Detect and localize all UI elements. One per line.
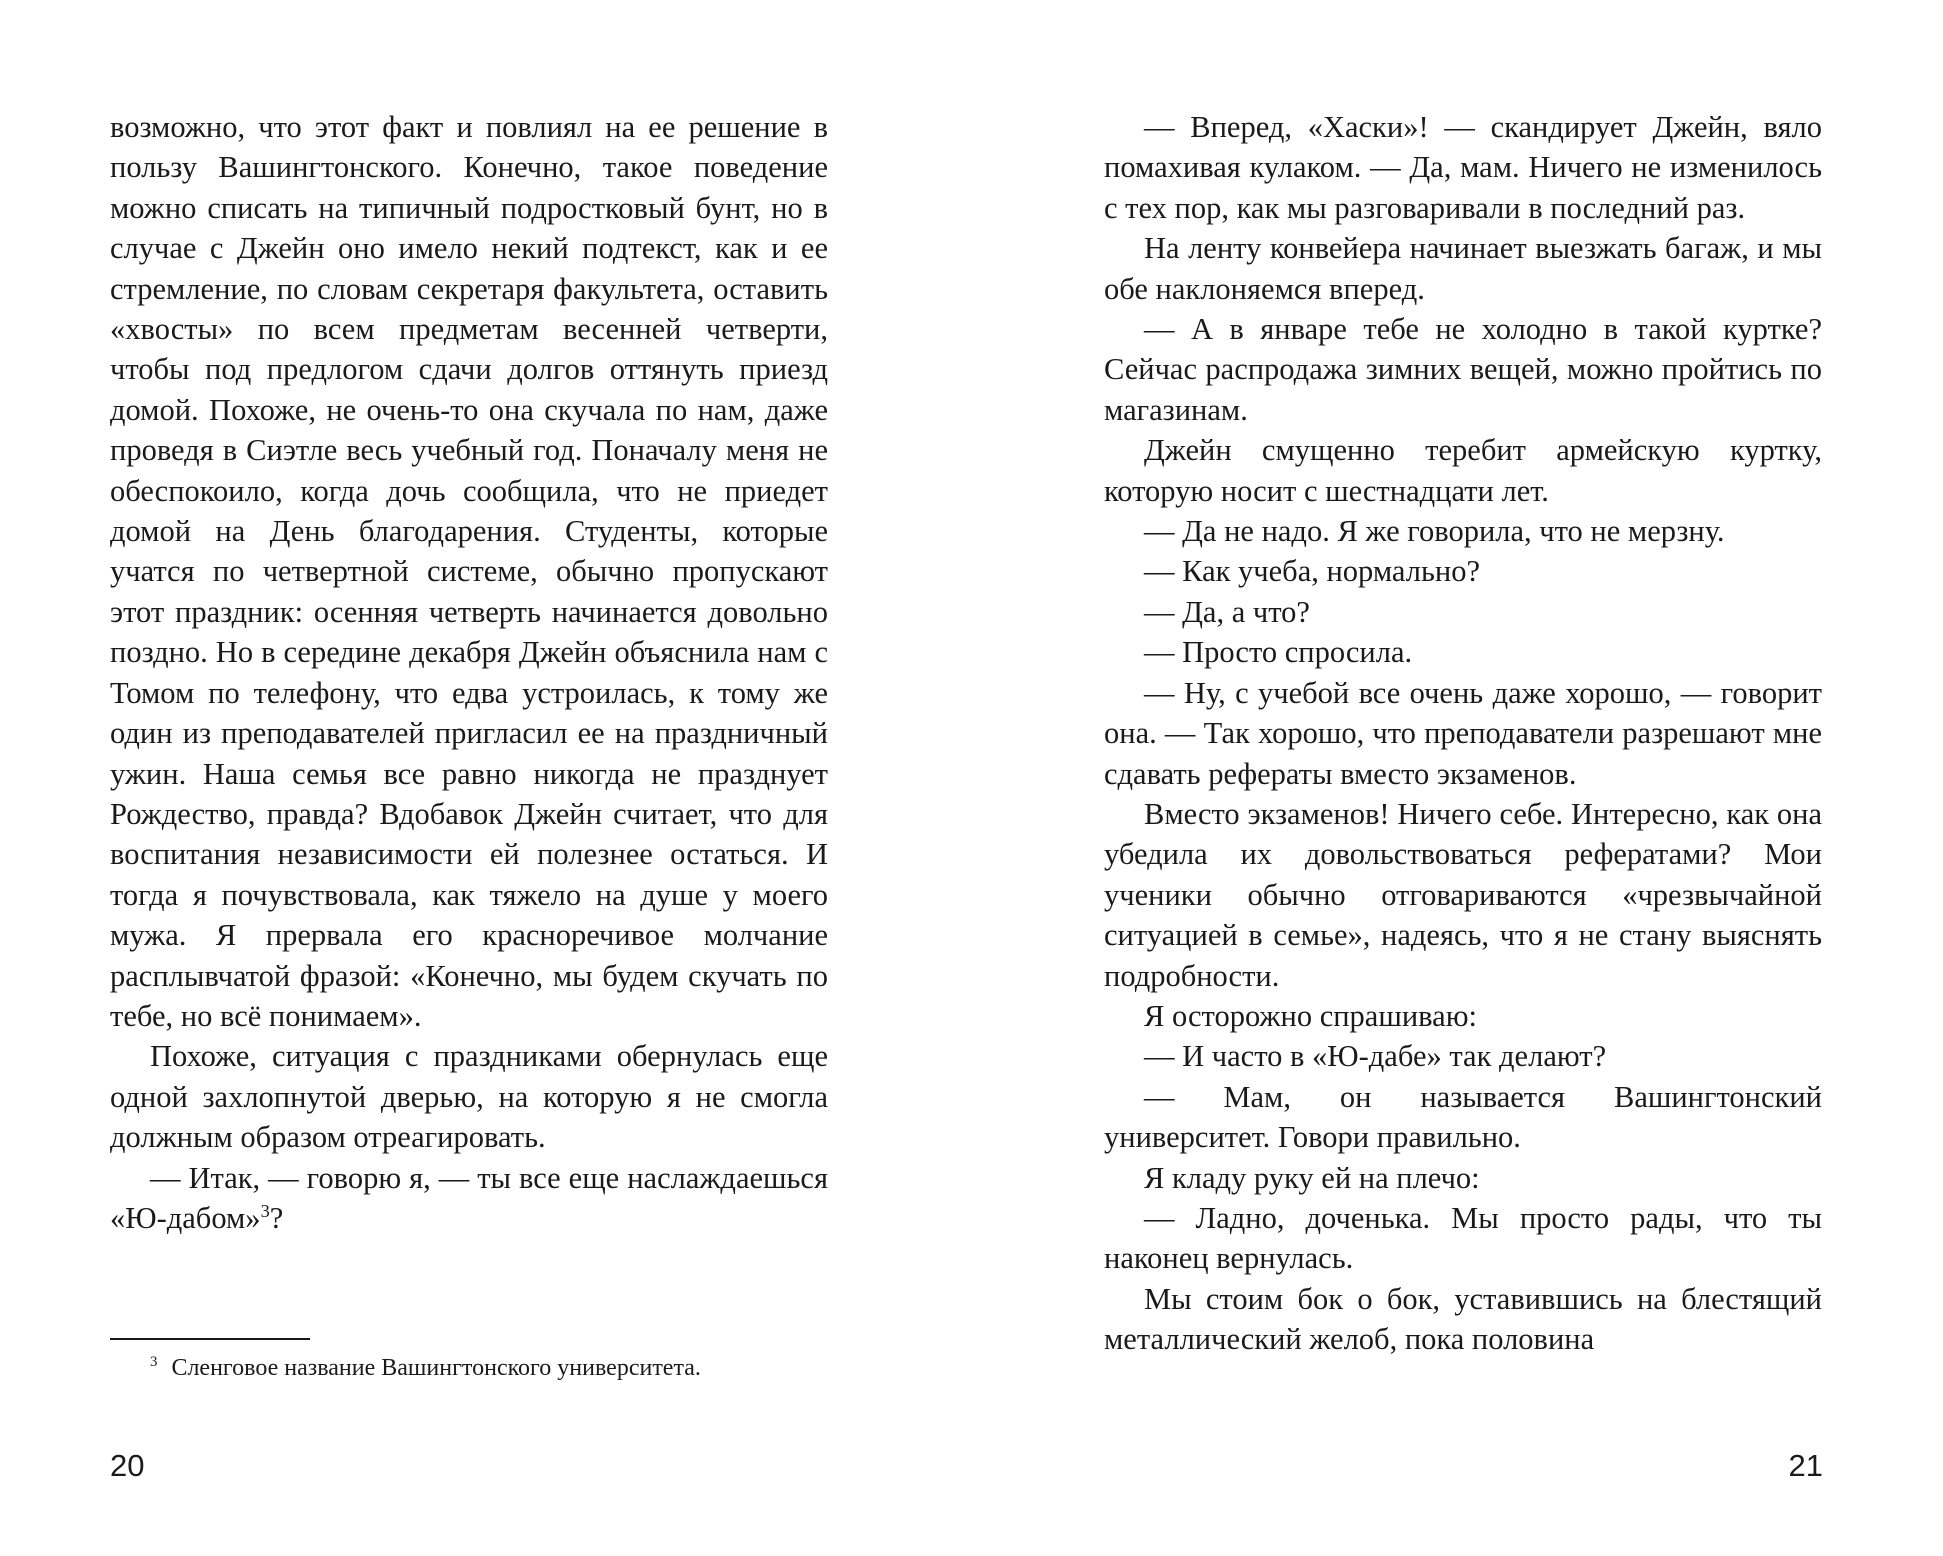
footnote-divider: [110, 1338, 310, 1340]
paragraph: Я осторожно спрашиваю:: [1144, 998, 1477, 1033]
footnote-text: Сленговое название Вашингтонского университета.: [171, 1355, 701, 1381]
footnote-reference[interactable]: 3: [260, 1200, 270, 1221]
paragraph: возможно, что этот факт и повлиял на ее решение в пользу Вашингтонского. Конечно, такое поведение можно списать на типичный подростковый бунт, но в случае с Джейн оно имело некий подтекст, как и ее стремление, по словам секретаря факультета, оставить «хвосты» по всем предметам весенней четверти, чтобы под предлогом сдачи долгов оттянуть приезд домой. Похоже, не очень-то она скучала по нам, даже проведя в Сиэтле весь учебный год. Поначалу меня не обеспокоило, когда дочь сообщила, что не приедет домой на День благодарения. Студенты, которые учатся по четвертной системе, обычно пропускают этот праздник: осенняя четверть начинается довольно поздно. Но в середине декабря Джейн объяснила нам с Томом по телефону, что едва устроилась, к тому же один из преподавателей пригласил ее на праздничный ужин. Наша семья все равно никогда не празднует Рождество, правда? Вдобавок Джейн считает, что для воспитания независимости ей полезнее остаться. И тогда я почувствовала, как тяжело на душе у моего мужа. Я прервала его красноречивое молчание расплывчатой фразой: «Конечно, мы будем скучать по тебе, но всё понимаем».: [110, 110, 828, 1033]
paragraph-tail: ?: [269, 1200, 284, 1235]
page-number-left: 20: [110, 1448, 145, 1483]
paragraph: — Да, а что?: [1144, 594, 1310, 629]
paragraph: Вместо экзаменов! Ничего себе. Интересно, как она убедила их довольствоваться рефератами? Мои ученики обычно отговариваются «чрезвычайной ситуацией в семье», надеясь, что я не стану выяснять подробности.: [1104, 796, 1822, 993]
paragraph-text: — Итак, — говорю я, — ты все еще наслаждаешься «Ю-дабом»: [110, 1160, 828, 1235]
right-page: [971, 0, 1943, 1556]
right-page-text: [1104, 107, 1822, 1360]
page-number-right: 21: [1788, 1448, 1823, 1483]
paragraph: На ленту конвейера начинает выезжать багаж, и мы обе наклоняемся вперед.: [1104, 231, 1822, 306]
left-page-text: [110, 107, 828, 1238]
paragraph: — Мам, он называется Вашингтонский университет. Говори правильно.: [1104, 1079, 1822, 1155]
paragraph: — Ладно, доченька. Мы просто рады, что ты наконец вернулась.: [1104, 1200, 1822, 1276]
footnote: [150, 1353, 830, 1383]
paragraph: Я кладу руку ей на плечо:: [1144, 1160, 1480, 1195]
paragraph: — А в январе тебе не холодно в такой куртке? Сейчас распродажа зимних вещей, можно пройтись по магазинам.: [1104, 312, 1822, 427]
paragraph: — Как учеба, нормально?: [1144, 554, 1480, 589]
paragraph: Мы стоим бок о бок, уставившись на блестящий металлический желоб, пока половина: [1104, 1281, 1822, 1357]
paragraph: — Ну, с учебой все очень даже хорошо, — говорит она. — Так хорошо, что преподаватели разрешают мне сдавать рефераты вместо экзаменов.: [1104, 675, 1822, 791]
paragraph: — И часто в «Ю-дабе» так делают?: [1144, 1039, 1607, 1074]
paragraph: — Да не надо. Я же говорила, что не мерзну.: [1144, 514, 1725, 549]
paragraph: Джейн смущенно теребит армейскую куртку, которую носит с шестнадцати лет.: [1104, 433, 1822, 508]
paragraph: Похоже, ситуация с праздниками обернулась еще одной захлопнутой дверью, на которую я не смогла должным образом отреагировать.: [110, 1039, 828, 1155]
footnote-marker: 3: [150, 1354, 158, 1370]
left-page: [0, 0, 971, 1556]
paragraph: — Вперед, «Хаски»! — скандирует Джейн, вяло помахивая кулаком. — Да, мам. Ничего не изменилось с тех пор, как мы разговаривали в последний раз.: [1104, 110, 1822, 225]
paragraph: — Просто спросила.: [1144, 635, 1413, 670]
paragraph-with-footnote: [110, 1158, 828, 1239]
